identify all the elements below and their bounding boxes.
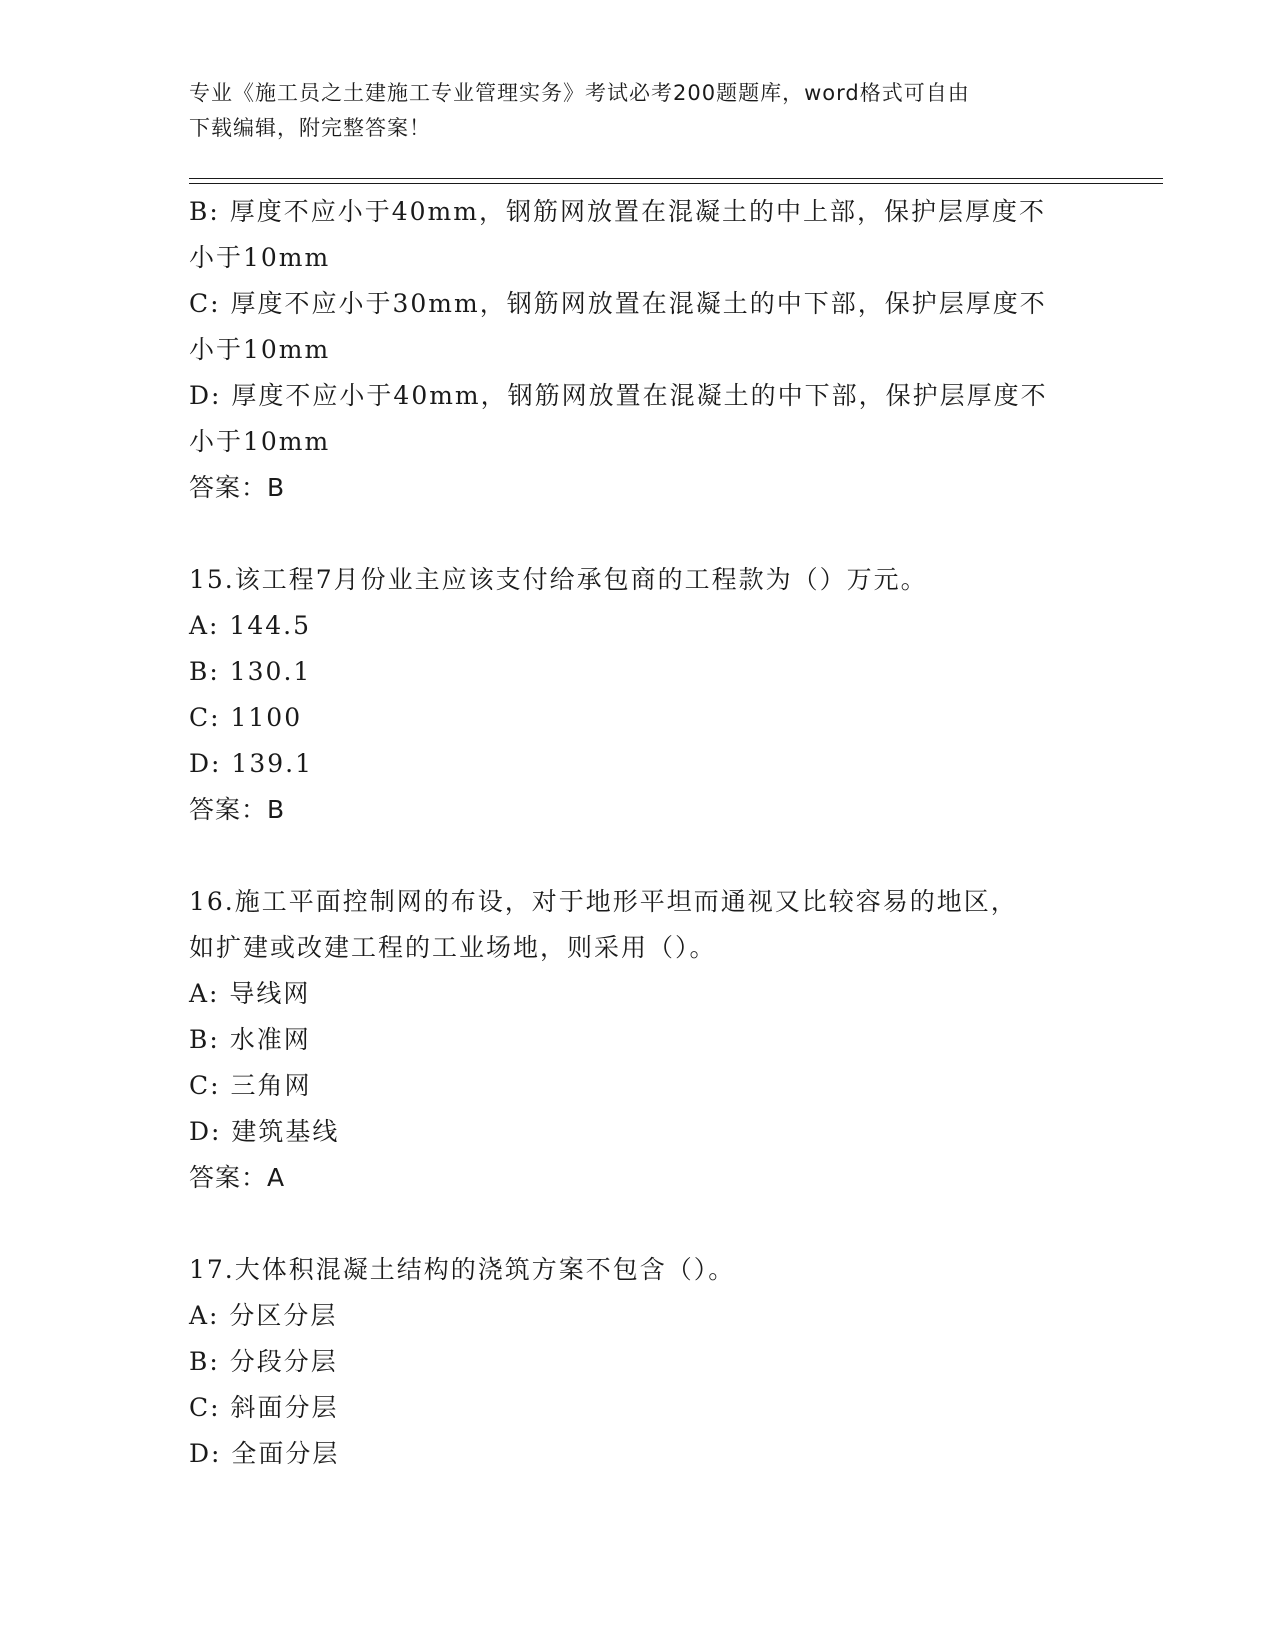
spacer bbox=[189, 833, 1089, 879]
answer-16: 答案：A bbox=[189, 1163, 286, 1192]
question-16-option-b: B: 水准网 bbox=[189, 1025, 311, 1054]
header-divider-top bbox=[189, 178, 1163, 179]
document-body bbox=[189, 189, 1089, 1477]
option-b-line-2: 小于10mm bbox=[189, 243, 331, 272]
question-15-option-c: C: 1100 bbox=[189, 703, 303, 732]
question-17-option-b: B: 分段分层 bbox=[189, 1347, 338, 1376]
question-16-option-d: D: 建筑基线 bbox=[189, 1117, 340, 1146]
question-15-option-d: D: 139.1 bbox=[189, 749, 313, 778]
question-16-text-line-2: 如扩建或改建工程的工业场地，则采用（）。 bbox=[189, 933, 717, 962]
question-14-tail bbox=[189, 189, 1089, 511]
option-b-line-1: B: 厚度不应小于40mm，钢筋网放置在混凝土的中上部，保护层厚度不 bbox=[189, 197, 1046, 226]
document-header bbox=[189, 76, 1089, 146]
option-c-line-1: C: 厚度不应小于30mm，钢筋网放置在混凝土的中下部，保护层厚度不 bbox=[189, 289, 1047, 318]
header-divider-bottom bbox=[189, 183, 1163, 184]
question-15 bbox=[189, 557, 1089, 833]
question-16-text-line-1: 16.施工平面控制网的布设，对于地形平坦而通视又比较容易的地区， bbox=[189, 887, 1018, 916]
question-15-option-b: B: 130.1 bbox=[189, 657, 312, 686]
answer-15: 答案：B bbox=[189, 795, 286, 824]
answer-14: 答案：B bbox=[189, 473, 286, 502]
question-15-option-a: A: 144.5 bbox=[189, 611, 311, 640]
question-17-option-c: C: 斜面分层 bbox=[189, 1393, 339, 1422]
question-16 bbox=[189, 879, 1089, 1201]
spacer bbox=[189, 511, 1089, 557]
question-16-option-a: A: 导线网 bbox=[189, 979, 311, 1008]
question-17-text: 17.大体积混凝土结构的浇筑方案不包含（）。 bbox=[189, 1255, 736, 1284]
question-16-option-c: C: 三角网 bbox=[189, 1071, 312, 1100]
header-line-2: 下载编辑，附完整答案！ bbox=[189, 116, 431, 140]
header-line-1: 专业《施工员之土建施工专业管理实务》考试必考200题题库，word格式可自由 bbox=[189, 81, 970, 105]
question-15-text: 15.该工程7月份业主应该支付给承包商的工程款为（）万元。 bbox=[189, 565, 928, 594]
question-17-option-a: A: 分区分层 bbox=[189, 1301, 338, 1330]
question-17-option-d: D: 全面分层 bbox=[189, 1439, 340, 1468]
option-d-line-1: D: 厚度不应小于40mm，钢筋网放置在混凝土的中下部，保护层厚度不 bbox=[189, 381, 1048, 410]
question-17 bbox=[189, 1247, 1089, 1477]
option-d-line-2: 小于10mm bbox=[189, 427, 331, 456]
option-c-line-2: 小于10mm bbox=[189, 335, 331, 364]
spacer bbox=[189, 1201, 1089, 1247]
